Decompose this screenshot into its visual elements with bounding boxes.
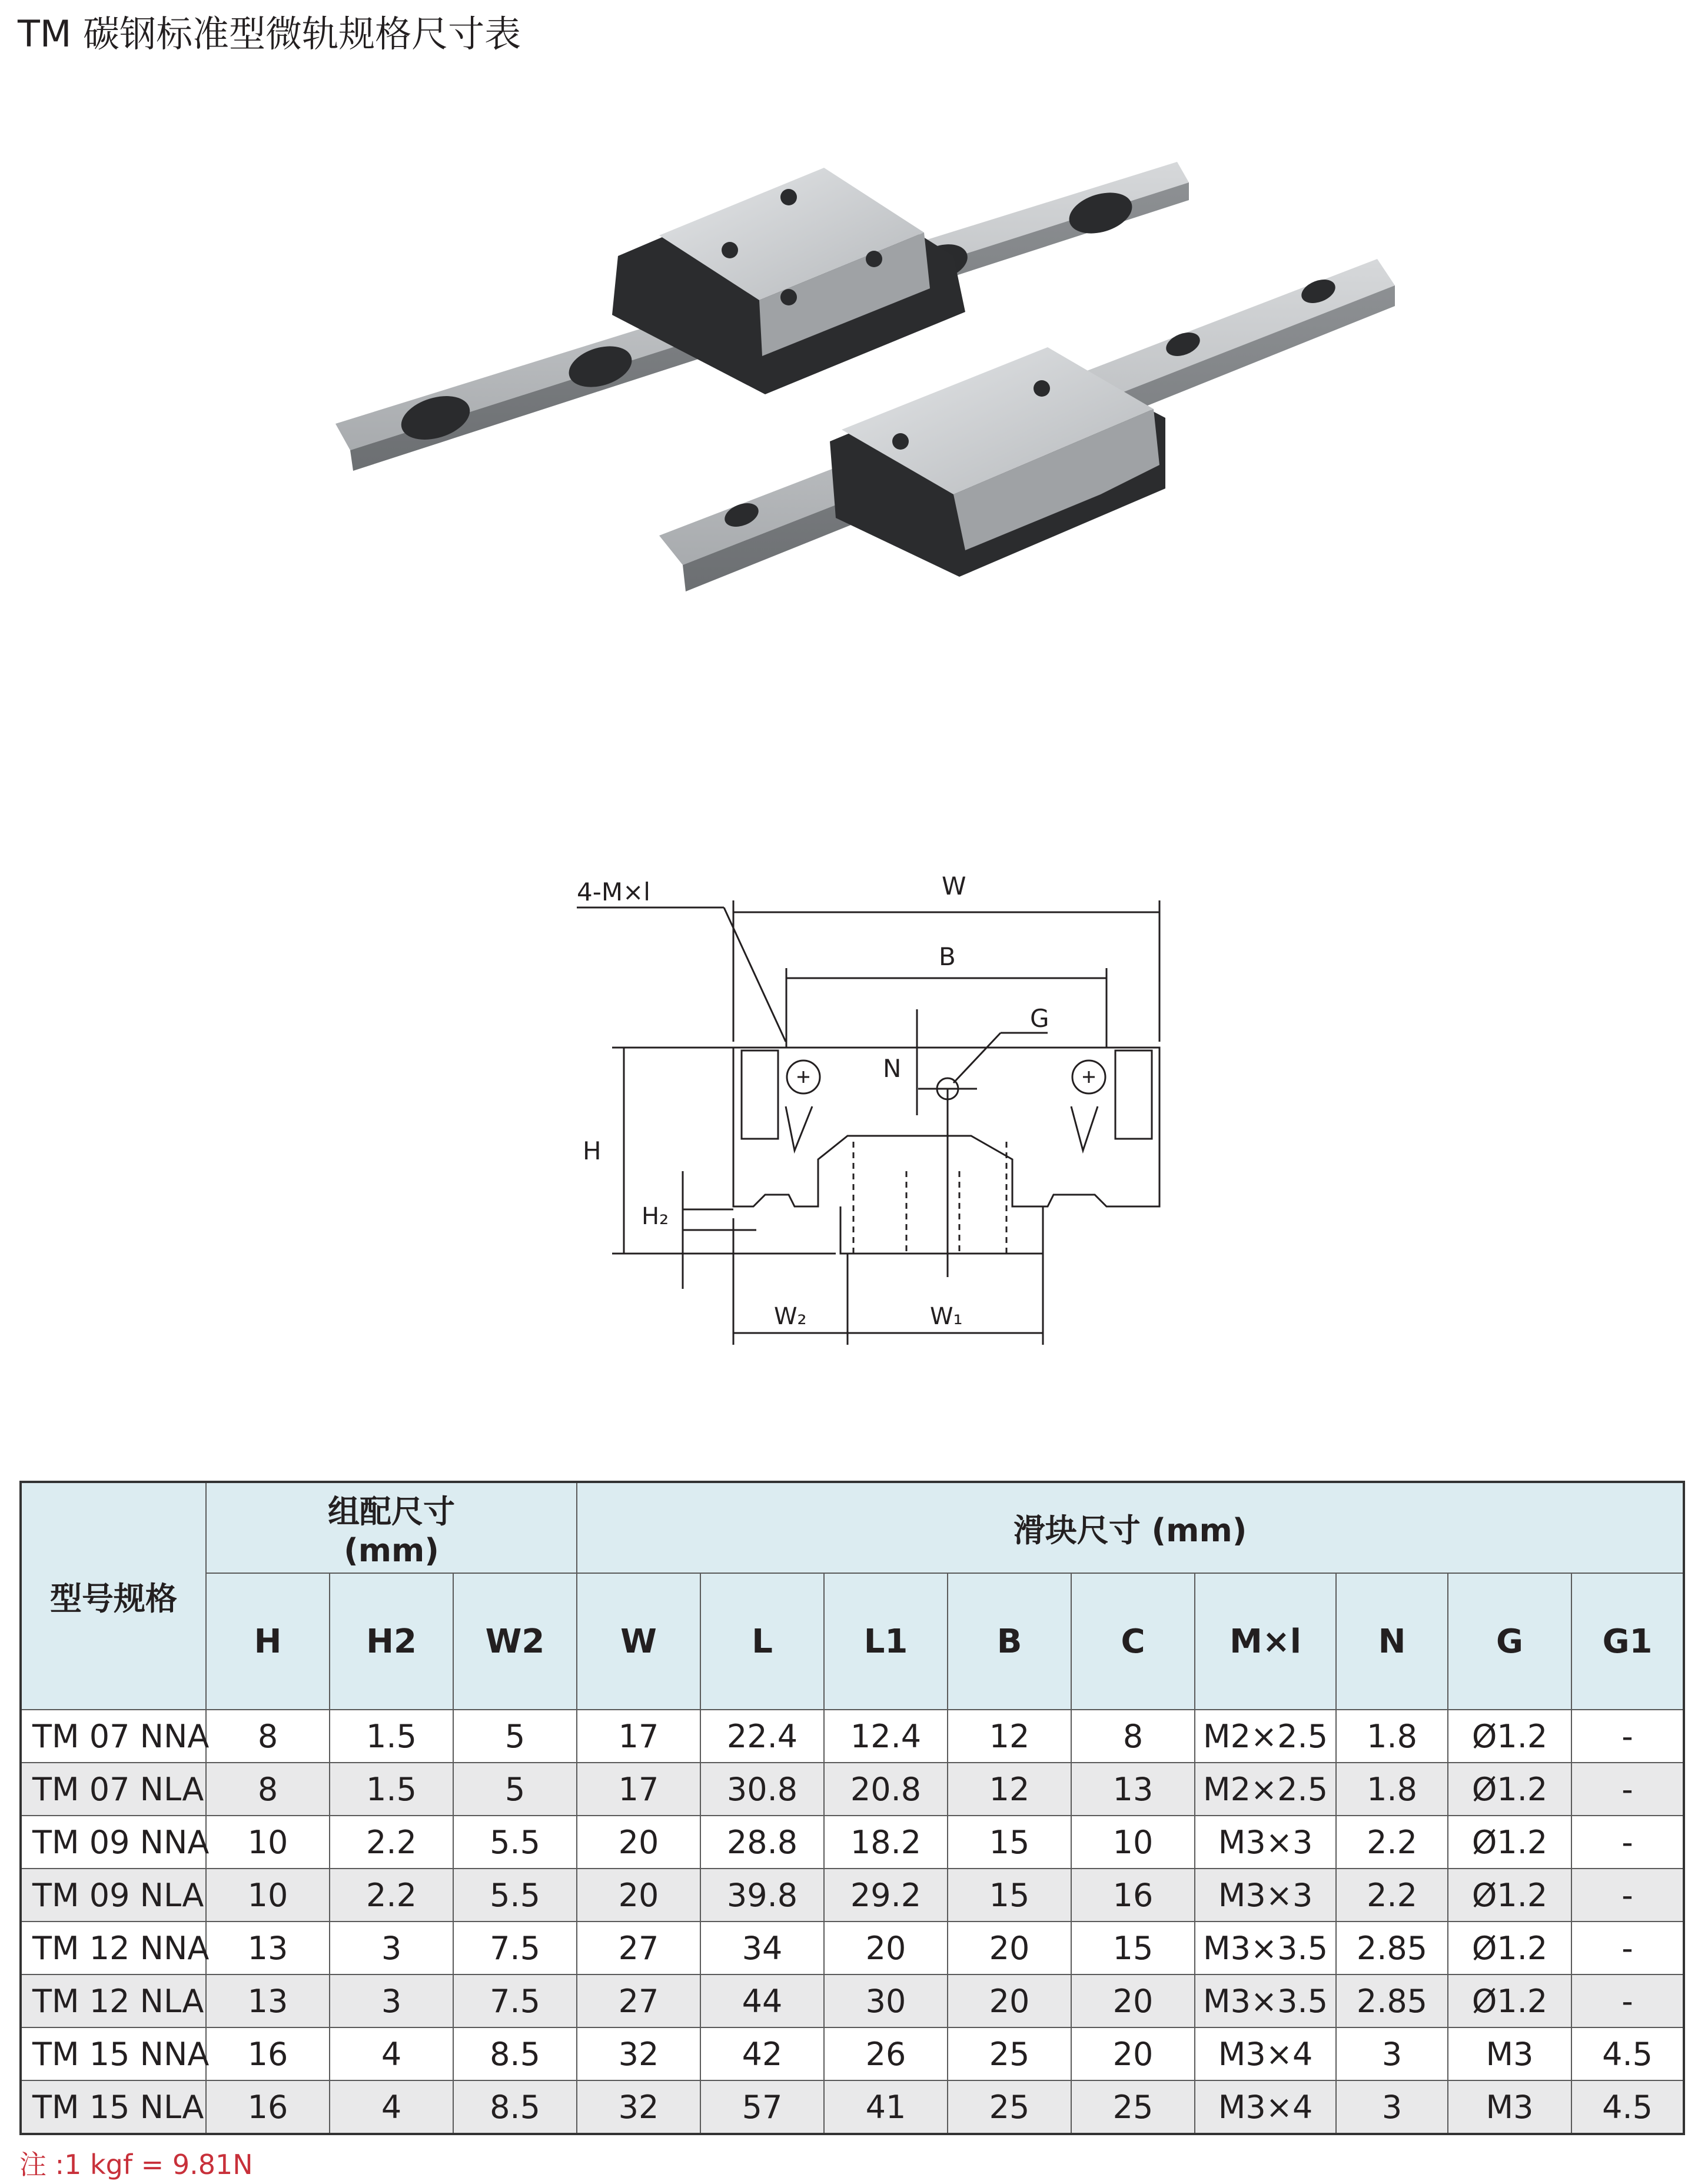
column-header: B bbox=[948, 1573, 1071, 1710]
column-header: G1 bbox=[1571, 1573, 1684, 1710]
label-g: G bbox=[1030, 1004, 1049, 1033]
cross-section-diagram bbox=[565, 853, 1189, 1359]
value-cell: 2.85 bbox=[1336, 1922, 1448, 1974]
value-cell: - bbox=[1571, 1869, 1684, 1922]
value-cell: M2×2.5 bbox=[1195, 1763, 1336, 1816]
value-cell: 3 bbox=[330, 1922, 453, 1974]
column-header: W2 bbox=[453, 1573, 577, 1710]
value-cell: 10 bbox=[206, 1816, 330, 1869]
value-cell: 39.8 bbox=[700, 1869, 824, 1922]
value-cell: 7.5 bbox=[453, 1974, 577, 2027]
value-cell: 16 bbox=[206, 2027, 330, 2080]
value-cell: 20 bbox=[824, 1922, 948, 1974]
value-cell: Ø1.2 bbox=[1448, 1869, 1571, 1922]
column-header: L1 bbox=[824, 1573, 948, 1710]
column-header: H bbox=[206, 1573, 330, 1710]
value-cell: M3×3.5 bbox=[1195, 1922, 1336, 1974]
value-cell: 5 bbox=[453, 1710, 577, 1763]
value-cell: M2×2.5 bbox=[1195, 1710, 1336, 1763]
value-cell: Ø1.2 bbox=[1448, 1974, 1571, 2027]
value-cell: 2.85 bbox=[1336, 1974, 1448, 2027]
value-cell: 12 bbox=[948, 1763, 1071, 1816]
value-cell: 17 bbox=[577, 1763, 700, 1816]
value-cell: 5.5 bbox=[453, 1869, 577, 1922]
value-cell: Ø1.2 bbox=[1448, 1710, 1571, 1763]
table-row bbox=[21, 1922, 1684, 1974]
value-cell: 1.5 bbox=[330, 1710, 453, 1763]
value-cell: 8 bbox=[1071, 1710, 1195, 1763]
value-cell: 32 bbox=[577, 2027, 700, 2080]
value-cell: 20 bbox=[577, 1816, 700, 1869]
value-cell: 16 bbox=[206, 2080, 330, 2134]
value-cell: 22.4 bbox=[700, 1710, 824, 1763]
product-photo bbox=[318, 112, 1413, 641]
table-row bbox=[21, 1763, 1684, 1816]
table-row bbox=[21, 1974, 1684, 2027]
value-cell: 1.8 bbox=[1336, 1763, 1448, 1816]
model-cell: TM 09 NLA bbox=[21, 1869, 206, 1922]
model-cell: TM 12 NLA bbox=[21, 1974, 206, 2027]
value-cell: - bbox=[1571, 1974, 1684, 2027]
column-header: N bbox=[1336, 1573, 1448, 1710]
value-cell: 17 bbox=[577, 1710, 700, 1763]
value-cell: 10 bbox=[206, 1869, 330, 1922]
label-h: H bbox=[583, 1136, 602, 1165]
value-cell: 41 bbox=[824, 2080, 948, 2134]
value-cell: 15 bbox=[948, 1869, 1071, 1922]
value-cell: 15 bbox=[948, 1816, 1071, 1869]
value-cell: Ø1.2 bbox=[1448, 1763, 1571, 1816]
value-cell: 5 bbox=[453, 1763, 577, 1816]
table-row bbox=[21, 1816, 1684, 1869]
model-cell: TM 09 NNA bbox=[21, 1816, 206, 1869]
value-cell: - bbox=[1571, 1763, 1684, 1816]
value-cell: M3×3 bbox=[1195, 1816, 1336, 1869]
value-cell: 1.5 bbox=[330, 1763, 453, 1816]
model-cell: TM 15 NNA bbox=[21, 2027, 206, 2080]
value-cell: 3 bbox=[1336, 2080, 1448, 2134]
value-cell: 26 bbox=[824, 2027, 948, 2080]
value-cell: 16 bbox=[1071, 1869, 1195, 1922]
value-cell: 29.2 bbox=[824, 1869, 948, 1922]
model-header: 型号规格 bbox=[21, 1482, 206, 1710]
column-header: G bbox=[1448, 1573, 1571, 1710]
value-cell: M3×4 bbox=[1195, 2027, 1336, 2080]
column-header: W bbox=[577, 1573, 700, 1710]
value-cell: M3 bbox=[1448, 2080, 1571, 2134]
value-cell: 20 bbox=[1071, 1974, 1195, 2027]
value-cell: 4 bbox=[330, 2080, 453, 2134]
value-cell: 44 bbox=[700, 1974, 824, 2027]
value-cell: 27 bbox=[577, 1974, 700, 2027]
column-header: L bbox=[700, 1573, 824, 1710]
value-cell: 20 bbox=[948, 1922, 1071, 1974]
value-cell: 20.8 bbox=[824, 1763, 948, 1816]
value-cell: 10 bbox=[1071, 1816, 1195, 1869]
column-header: H2 bbox=[330, 1573, 453, 1710]
value-cell: 4.5 bbox=[1571, 2027, 1684, 2080]
value-cell: 13 bbox=[1071, 1763, 1195, 1816]
value-cell: 20 bbox=[1071, 2027, 1195, 2080]
page-title: TM 碳钢标准型微轨规格尺寸表 bbox=[18, 12, 521, 55]
value-cell: M3×3.5 bbox=[1195, 1974, 1336, 2027]
value-cell: 8 bbox=[206, 1763, 330, 1816]
label-w1: W₁ bbox=[930, 1303, 963, 1330]
group-header-block: 滑块尺寸 (mm) bbox=[577, 1482, 1684, 1573]
value-cell: 13 bbox=[206, 1922, 330, 1974]
value-cell: 12.4 bbox=[824, 1710, 948, 1763]
label-w: W bbox=[942, 872, 966, 900]
value-cell: 57 bbox=[700, 2080, 824, 2134]
value-cell: 2.2 bbox=[330, 1869, 453, 1922]
value-cell: - bbox=[1571, 1922, 1684, 1974]
group-header-assembly: 组配尺寸 (mm) bbox=[206, 1482, 577, 1573]
column-header: C bbox=[1071, 1573, 1195, 1710]
value-cell: 25 bbox=[1071, 2080, 1195, 2134]
label-h2: H₂ bbox=[642, 1203, 669, 1230]
value-cell: Ø1.2 bbox=[1448, 1922, 1571, 1974]
value-cell: - bbox=[1571, 1816, 1684, 1869]
table-row bbox=[21, 2080, 1684, 2134]
value-cell: 2.2 bbox=[330, 1816, 453, 1869]
value-cell: 13 bbox=[206, 1974, 330, 2027]
value-cell: 18.2 bbox=[824, 1816, 948, 1869]
model-cell: TM 07 NNA bbox=[21, 1710, 206, 1763]
value-cell: 34 bbox=[700, 1922, 824, 1974]
value-cell: 30 bbox=[824, 1974, 948, 2027]
value-cell: 8.5 bbox=[453, 2080, 577, 2134]
value-cell: 25 bbox=[948, 2080, 1071, 2134]
value-cell: 4.5 bbox=[1571, 2080, 1684, 2134]
value-cell: 32 bbox=[577, 2080, 700, 2134]
value-cell: 2.2 bbox=[1336, 1816, 1448, 1869]
table-row bbox=[21, 1710, 1684, 1763]
value-cell: 7.5 bbox=[453, 1922, 577, 1974]
label-n: N bbox=[883, 1054, 902, 1083]
value-cell: 1.8 bbox=[1336, 1710, 1448, 1763]
model-cell: TM 12 NNA bbox=[21, 1922, 206, 1974]
footnote: 注 :1 kgf = 9.81N bbox=[19, 2149, 253, 2180]
value-cell: 8.5 bbox=[453, 2027, 577, 2080]
table-row bbox=[21, 1869, 1684, 1922]
column-header: M×l bbox=[1195, 1573, 1336, 1710]
label-mxl: 4-M×l bbox=[577, 877, 650, 906]
value-cell: 15 bbox=[1071, 1922, 1195, 1974]
value-cell: 12 bbox=[948, 1710, 1071, 1763]
value-cell: 5.5 bbox=[453, 1816, 577, 1869]
value-cell: 3 bbox=[330, 1974, 453, 2027]
value-cell: - bbox=[1571, 1710, 1684, 1763]
table-row bbox=[21, 2027, 1684, 2080]
value-cell: 42 bbox=[700, 2027, 824, 2080]
value-cell: M3×4 bbox=[1195, 2080, 1336, 2134]
spec-table bbox=[19, 1481, 1685, 2135]
model-cell: TM 15 NLA bbox=[21, 2080, 206, 2134]
value-cell: 3 bbox=[1336, 2027, 1448, 2080]
value-cell: 27 bbox=[577, 1922, 700, 1974]
value-cell: M3×3 bbox=[1195, 1869, 1336, 1922]
model-cell: TM 07 NLA bbox=[21, 1763, 206, 1816]
value-cell: 2.2 bbox=[1336, 1869, 1448, 1922]
label-b: B bbox=[939, 942, 956, 971]
value-cell: 20 bbox=[948, 1974, 1071, 2027]
value-cell: 20 bbox=[577, 1869, 700, 1922]
value-cell: 28.8 bbox=[700, 1816, 824, 1869]
value-cell: Ø1.2 bbox=[1448, 1816, 1571, 1869]
label-w2: W₂ bbox=[774, 1303, 807, 1330]
value-cell: 25 bbox=[948, 2027, 1071, 2080]
value-cell: 4 bbox=[330, 2027, 453, 2080]
value-cell: M3 bbox=[1448, 2027, 1571, 2080]
value-cell: 30.8 bbox=[700, 1763, 824, 1816]
value-cell: 8 bbox=[206, 1710, 330, 1763]
